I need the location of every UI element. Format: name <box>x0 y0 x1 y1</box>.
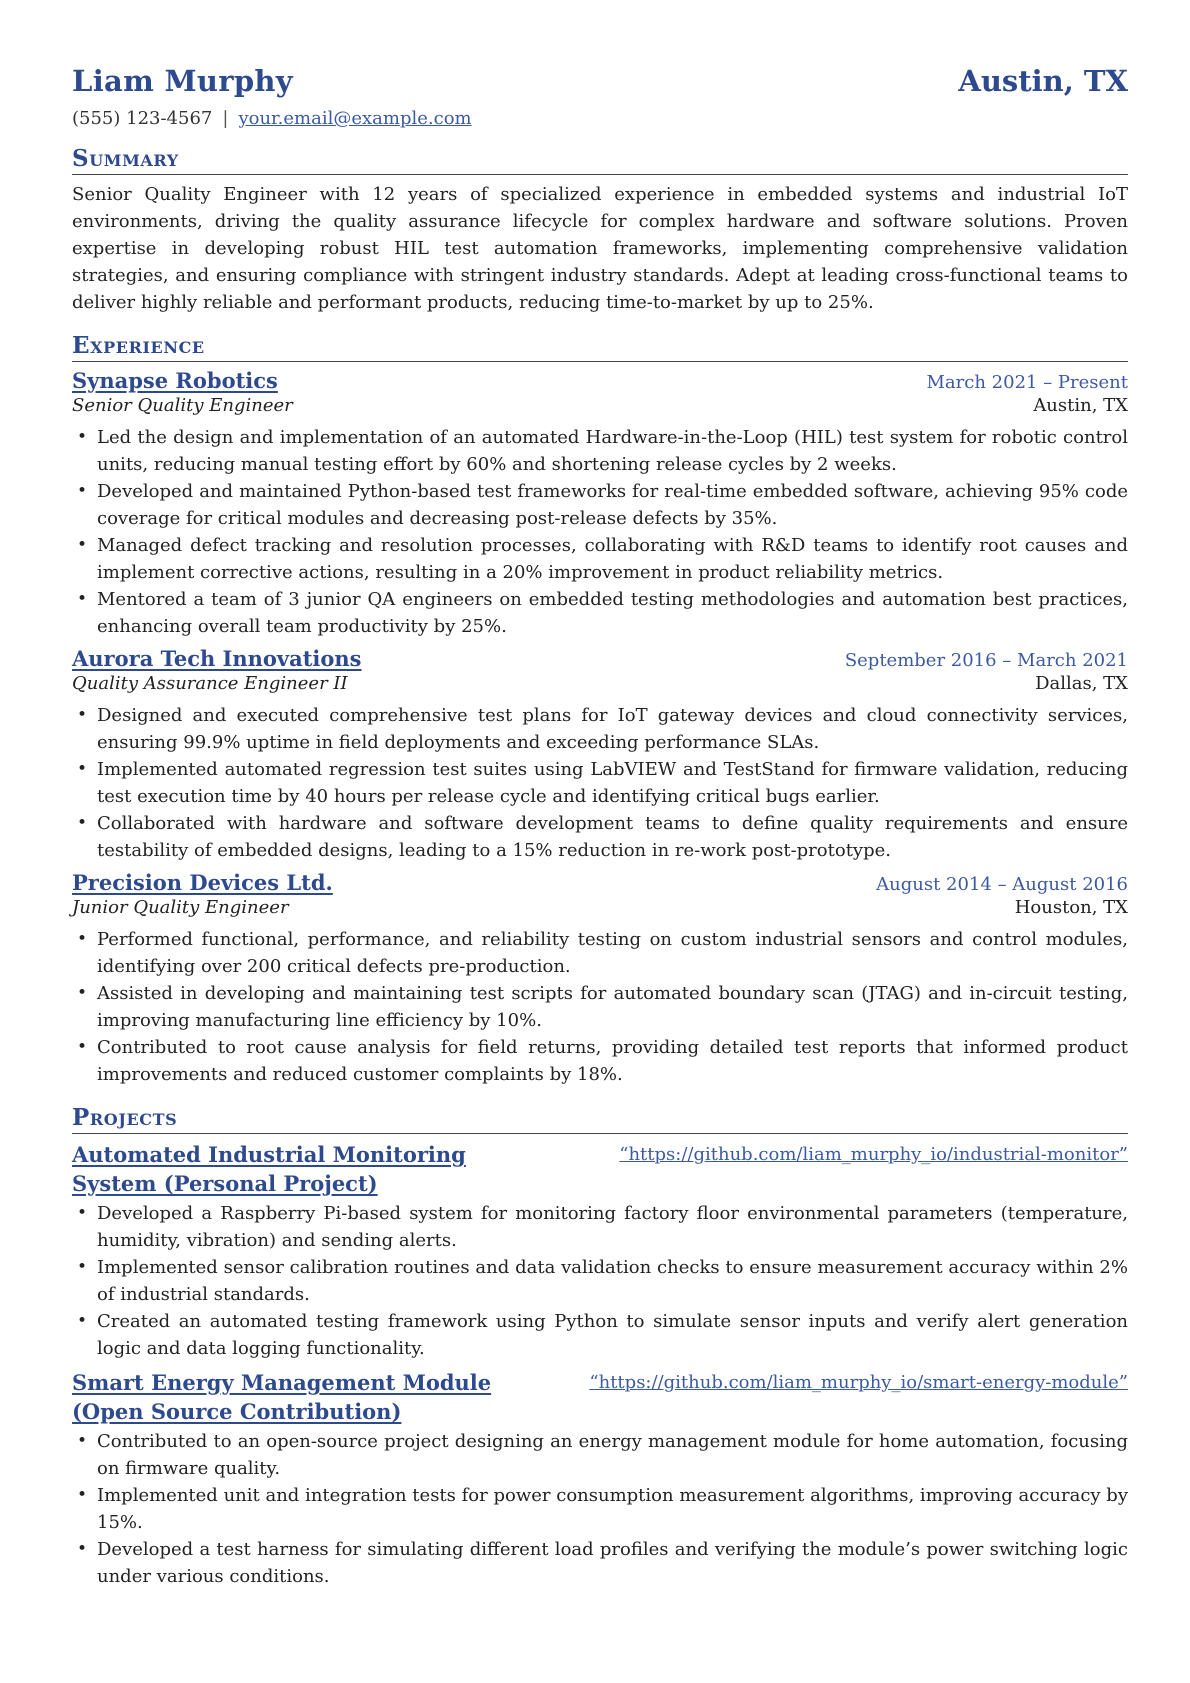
phone-number: (555) 123-4567 <box>72 108 213 129</box>
achievement-item: • Developed and maintained Python-based test frameworks for real-time embedded software, achieving 95% code coverage for critical modules and decreasing post-release defects by 35%. <box>72 478 1128 532</box>
achievement-item: • Performed functional, performance, and reliability testing on custom industrial sensors and control modules, identifying over 200 critical defects pre-production. <box>72 926 1128 980</box>
project-title[interactable]: Automated Industrial Monitoring System (Personal Project) <box>72 1142 466 1196</box>
project-bullet: • Implemented sensor calibration routines and data validation checks to ensure measurement accuracy within 2% of industrial standards. <box>72 1254 1128 1308</box>
company-name[interactable]: Synapse Robotics <box>72 368 278 393</box>
achievement-item: • Managed defect tracking and resolution processes, collaborating with R&D teams to identify root causes and implement corrective actions, resulting in a 20% improvement in product reliability metrics. <box>72 532 1128 586</box>
achievement-item: • Collaborated with hardware and software development teams to define quality requirements and ensure testability of embedded designs, leading to a 15% reduction in re-work post-prototype. <box>72 810 1128 864</box>
contact-line <box>72 108 1128 129</box>
project-bullet-list <box>72 1200 1128 1362</box>
experience-entry <box>72 646 1128 864</box>
project-bullet-list <box>72 1428 1128 1590</box>
achievement-item: • Contributed to root cause analysis for field returns, providing detailed test reports that informed product improvements and reduced customer complaints by 18%. <box>72 1034 1128 1088</box>
project-bullet: • Developed a test harness for simulating different load profiles and verifying the module’s power switching logic under various conditions. <box>72 1536 1128 1590</box>
header <box>72 64 1128 98</box>
achievement-item: • Mentored a team of 3 junior QA engineers on embedded testing methodologies and automation best practices, enhancing overall team productivity by 25%. <box>72 586 1128 640</box>
email-link[interactable]: your.email@example.com <box>238 108 472 129</box>
achievement-list <box>72 926 1128 1088</box>
employment-dates: September 2016 – March 2021 <box>844 650 1128 671</box>
candidate-name: Liam Murphy <box>72 64 293 98</box>
project-bullet: • Implemented unit and integration tests for power consumption measurement algorithms, improving accuracy by 15%. <box>72 1482 1128 1536</box>
job-location: Dallas, TX <box>1035 673 1128 694</box>
contact-separator: | <box>222 108 229 129</box>
employment-dates: March 2021 – Present <box>926 372 1128 393</box>
section-title-summary: Summary <box>72 145 1128 175</box>
candidate-location: Austin, TX <box>958 64 1128 98</box>
job-title: Senior Quality Engineer <box>72 395 293 416</box>
achievement-item: • Designed and executed comprehensive test plans for IoT gateway devices and cloud connectivity services, ensuring 99.9% uptime in field deployments and exceeding performance SLAs. <box>72 702 1128 756</box>
job-location: Houston, TX <box>1014 897 1128 918</box>
experience-entry <box>72 368 1128 640</box>
section-title-experience: Experience <box>72 332 1128 362</box>
job-location: Austin, TX <box>1033 395 1128 416</box>
project-link[interactable]: “https://github.com/liam_murphy_io/industrial-monitor” <box>619 1144 1128 1165</box>
achievement-list <box>72 424 1128 640</box>
job-title: Junior Quality Engineer <box>72 897 289 918</box>
achievement-item: • Implemented automated regression test suites using LabVIEW and TestStand for firmware validation, reducing test execution time by 40 hours per release cycle and identifying critical bugs earlier. <box>72 756 1128 810</box>
project-bullet: • Developed a Raspberry Pi-based system for monitoring factory floor environmental parameters (temperature, humidity, vibration) and sending alerts. <box>72 1200 1128 1254</box>
project-entry <box>72 1368 1128 1590</box>
experience-entry <box>72 870 1128 1088</box>
company-name[interactable]: Precision Devices Ltd. <box>72 870 333 895</box>
project-bullet: • Contributed to an open-source project designing an energy management module for home automation, focusing on firmware quality. <box>72 1428 1128 1482</box>
achievement-list <box>72 702 1128 864</box>
project-title[interactable]: Smart Energy Management Module (Open Source Contribution) <box>72 1370 492 1424</box>
achievement-item: • Led the design and implementation of an automated Hardware-in-the-Loop (HIL) test system for robotic control units, reducing manual testing effort by 60% and shortening release cycles by 2 weeks. <box>72 424 1128 478</box>
employment-dates: August 2014 – August 2016 <box>876 874 1128 895</box>
project-bullet: • Created an automated testing framework using Python to simulate sensor inputs and verify alert generation logic and data logging functionality. <box>72 1308 1128 1362</box>
section-title-projects: Projects <box>72 1104 1128 1134</box>
achievement-item: • Assisted in developing and maintaining test scripts for automated boundary scan (JTAG) and in-circuit testing, improving manufacturing line efficiency by 10%. <box>72 980 1128 1034</box>
company-name[interactable]: Aurora Tech Innovations <box>72 646 362 671</box>
project-link[interactable]: “https://github.com/liam_murphy_io/smart-energy-module” <box>589 1372 1128 1393</box>
summary-text: Senior Quality Engineer with 12 years of specialized experience in embedded systems and industrial IoT environments, driving the quality assurance lifecycle for complex hardware and software solutions. Proven expertise in developing robust HIL test automation frameworks, implementing comprehensive validation strategies, and ensuring compliance with stringent industry standards. Adept at leading cross-functional teams to deliver highly reliable and performant products, reducing time-to-market by up to 25%. <box>72 184 1128 313</box>
job-title: Quality Assurance Engineer II <box>72 673 348 694</box>
project-entry <box>72 1140 1128 1362</box>
